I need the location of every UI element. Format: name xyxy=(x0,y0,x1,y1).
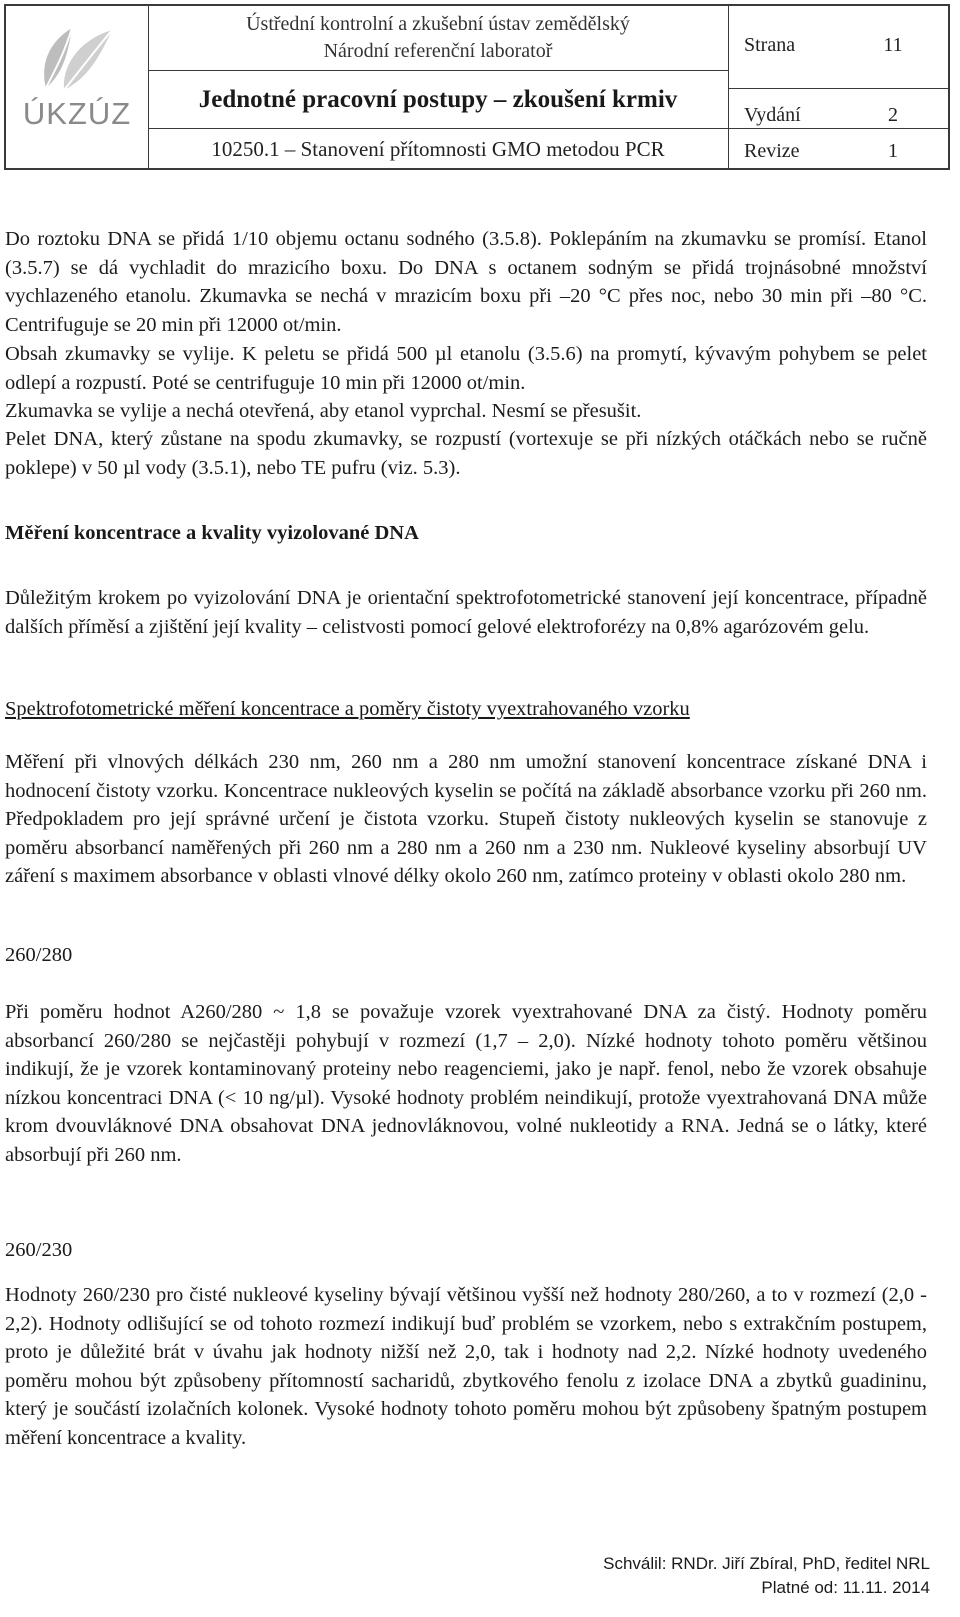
header-divider xyxy=(148,70,728,71)
paragraph-drying: Zkumavka se vylije a nechá otevřená, aby etanol vyprchal. Nesmí se přesušit. xyxy=(5,400,642,422)
header-divider xyxy=(148,128,728,129)
laboratory-name: Národní referenční laboratoř xyxy=(323,40,553,62)
logo-text: ÚKZÚZ xyxy=(22,96,132,131)
document-title: Jednotné pracovní postupy – zkoušení krmiv xyxy=(198,86,678,113)
edition-number: 2 xyxy=(888,104,898,126)
footer-approved-by: Schválil: RNDr. Jiří Zbíral, PhD, ředitel NRL xyxy=(603,1554,930,1573)
document-subtitle: 10250.1 – Stanovení přítomnosti GMO metodou PCR xyxy=(211,137,665,161)
paragraph-spectrophotometry: Měření při vlnových délkách 230 nm, 260 nm a 280 nm umožní stanovení koncentrace získané DNA i hodnocení čistoty vzorku. Koncentrace nukleových kyselin se počítá na základě absorbance vzorku při 260 nm. Předpokladem pro její správné určení je čistota vzorku. Stupeň čistoty nukleových kyselin se stanovuje z poměru absorbancí naměřených při 260 nm a 280 nm a 260 nm a 230 nm. Nukleové kyseliny absorbují UV záření s maximem absorbance v oblasti vlnové délky okolo 260 nm, zatímco proteiny v oblasti okolo 280 nm. xyxy=(5,751,927,888)
institution-name: Ústřední kontrolní a zkušební ústav zemědělský xyxy=(246,13,630,35)
revision-number: 1 xyxy=(888,140,898,162)
paragraph-ratio-260-280: Při poměru hodnot A260/280 ~ 1,8 se považuje vzorek vyextrahované DNA za čistý. Hodnoty poměru absorbancí 260/280 se nejčastěji pohybují v rozmezí (1,7 – 2,0). Nízké hodnoty tohoto poměru většinou indikují, že je vzorek kontaminovaný proteiny nebo reagenciemi, jako je např. fenol, nebo že vzorek obsahuje nízkou koncentraci DNA (< 10 ng/µl). Vysoké hodnoty problém neindikují, protože vyextrahovaná DNA může krom dvouvláknové DNA obsahovat DNA jednovláknovou, volné nukleotidy a RNA. Jedná se o látky, které absorbují při 260 nm. xyxy=(5,1001,927,1166)
ratio-heading-260-230: 260/230 xyxy=(5,1239,73,1261)
meta-divider xyxy=(728,128,948,129)
footer-valid-from: Platné od: 11.11. 2014 xyxy=(761,1578,930,1597)
page-number: 11 xyxy=(883,34,903,56)
section-heading-measurement: Měření koncentrace a kvality vyizolované DNA xyxy=(5,522,419,544)
paragraph-dissolve: Pelet DNA, který zůstane na spodu zkumavky, se rozpustí (vortexuje se při nízkých otáčkách nebo se ručně poklepe) v 50 µl vody (3.5.1), nebo TE pufru (viz. 5.3). xyxy=(5,428,927,479)
meta-divider xyxy=(728,88,948,89)
edition-label: Vydání xyxy=(744,104,801,126)
header-meta-cell xyxy=(728,6,948,168)
section-heading-spectrophotometry: Spektrofotometrické měření koncentrace a poměry čistoty vyextrahovaného vzorku xyxy=(5,698,690,720)
ukzuz-logo-leaves-icon xyxy=(34,18,124,98)
ratio-heading-260-280: 260/280 xyxy=(5,944,73,966)
paragraph-measurement-intro: Důležitým krokem po vyizolování DNA je orientační spektrofotometrické stanovení její koncentrace, případně dalších příměsí a zjištění její kvality – celistvosti pomocí gelové elektroforézy na 0,8% agarózovém gelu. xyxy=(5,587,927,638)
document-header xyxy=(4,4,950,170)
revision-label: Revize xyxy=(744,140,800,162)
paragraph-ratio-260-230: Hodnoty 260/230 pro čisté nukleové kyseliny bývají většinou vyšší než hodnoty 280/260, a to v rozmezí (2,0 - 2,2). Hodnoty odlišující se od tohoto rozmezí indikují buď problém se vzorkem, nebo s extrakčním postupem, proto je důležité brát v úvahu jak hodnoty nižší než 2,0, tak i hodnoty nad 2,2. Nízké hodnoty uvedeného poměru mohou být způsobeny přítomností sacharidů, zbytkového fenolu z izolace DNA a zbytků guadininu, který je součástí izolačních kolonek. Vysoké hodnoty tohoto poměru mohou být způsobeny špatným postupem měření koncentrace a kvality. xyxy=(5,1284,927,1449)
paragraph-dna-precipitation: Do roztoku DNA se přidá 1/10 objemu octanu sodného (3.5.8). Poklepáním na zkumavku se promísí. Etanol (3.5.7) se dá vychladit do mrazicího boxu. Do DNA s octanem sodným se přidá trojnásobné množství vychlazeného etanolu. Zkumavka se nechá v mrazicím boxu při –20 °C přes noc, nebo 30 min při –80 °C. Centrifuguje se 20 min při 12000 ot/min. xyxy=(5,228,927,336)
logo-cell xyxy=(6,6,149,168)
page-label: Strana xyxy=(744,34,796,56)
paragraph-pellet-wash: Obsah zkumavky se vylije. K peletu se přidá 500 µl etanolu (3.5.6) na promytí, kývavým pohybem se pelet odlepí a rozpustí. Poté se centrifuguje 10 min při 12000 ot/min. xyxy=(5,343,927,394)
header-title-cell xyxy=(148,6,729,168)
